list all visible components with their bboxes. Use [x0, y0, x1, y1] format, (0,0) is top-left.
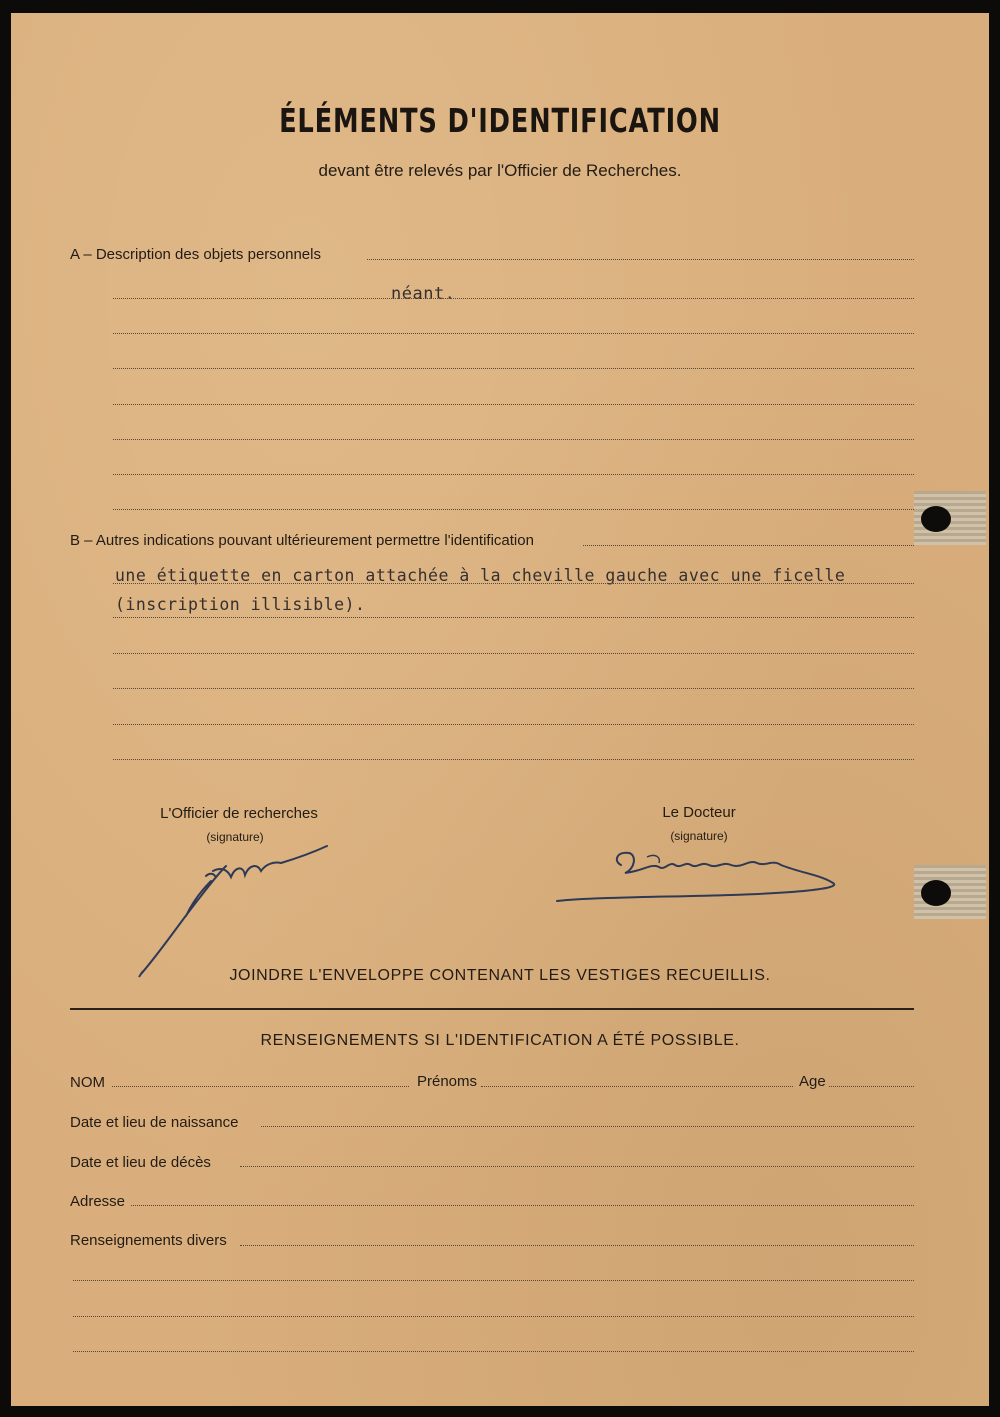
section-a-line	[113, 474, 914, 475]
divers-field-line	[73, 1316, 914, 1317]
section-a-typed-text: néant.	[391, 284, 456, 304]
divers-field-line	[73, 1351, 914, 1352]
section-b-line	[113, 724, 914, 725]
section-b-line	[113, 583, 914, 584]
deces-label: Date et lieu de décès	[70, 1154, 211, 1171]
adresse-label: Adresse	[70, 1193, 126, 1210]
section-a-line	[113, 298, 914, 299]
section-a-label: A – Description des objets personnels	[70, 246, 321, 263]
naissance-label: Date et lieu de naissance	[70, 1114, 239, 1131]
section-b-typed-line-2: (inscription illisible).	[115, 595, 366, 614]
punch-hole	[921, 506, 951, 532]
adresse-field-line	[131, 1205, 914, 1206]
section-b-line	[113, 688, 914, 689]
section-b-typed-line-1: une étiquette en carton attachée à la cheville gauche avec une ficelle	[115, 566, 846, 585]
prenoms-field-line	[481, 1086, 793, 1087]
section-b-line	[113, 617, 914, 618]
deces-field-line	[240, 1166, 914, 1167]
section-divider	[70, 1008, 914, 1010]
section-a-line	[113, 439, 914, 440]
identification-heading: RENSEIGNEMENTS SI L'IDENTIFICATION A ÉTÉ POSSIBLE.	[260, 1032, 740, 1049]
section-a-line	[113, 368, 914, 369]
naissance-field-line	[261, 1126, 914, 1127]
nom-field-line	[112, 1086, 409, 1087]
age-field-line	[829, 1086, 914, 1087]
section-b-line	[113, 759, 914, 760]
divers-field-line	[240, 1245, 914, 1246]
form-title: ÉLÉMENTS D'IDENTIFICATION	[279, 101, 721, 140]
enclosure-note: JOINDRE L'ENVELOPPE CONTENANT LES VESTIGES RECUEILLIS.	[229, 967, 771, 984]
section-a-line	[367, 259, 914, 260]
officer-signature	[131, 841, 351, 981]
nom-label: NOM	[70, 1074, 105, 1091]
section-b-label: B – Autres indications pouvant ultérieurement permettre l'identification	[70, 532, 534, 549]
officer-signature-caption: (signature)	[206, 830, 264, 844]
section-a-line	[113, 333, 914, 334]
age-label: Age	[799, 1073, 826, 1090]
divers-label: Renseignements divers	[70, 1232, 227, 1249]
form-subtitle: devant être relevés par l'Officier de Recherches.	[318, 161, 682, 180]
doctor-title: Le Docteur	[662, 804, 736, 821]
divers-field-line	[73, 1280, 914, 1281]
doctor-signature-caption: (signature)	[670, 829, 728, 843]
punch-hole	[921, 880, 951, 906]
section-b-line	[583, 545, 914, 546]
section-a-line	[113, 404, 914, 405]
form-sheet	[11, 13, 989, 1406]
doctor-signature	[551, 843, 851, 903]
prenoms-label: Prénoms	[417, 1073, 478, 1090]
section-a-line	[113, 509, 914, 510]
section-b-line	[113, 653, 914, 654]
officer-title: L'Officier de recherches	[160, 805, 318, 822]
